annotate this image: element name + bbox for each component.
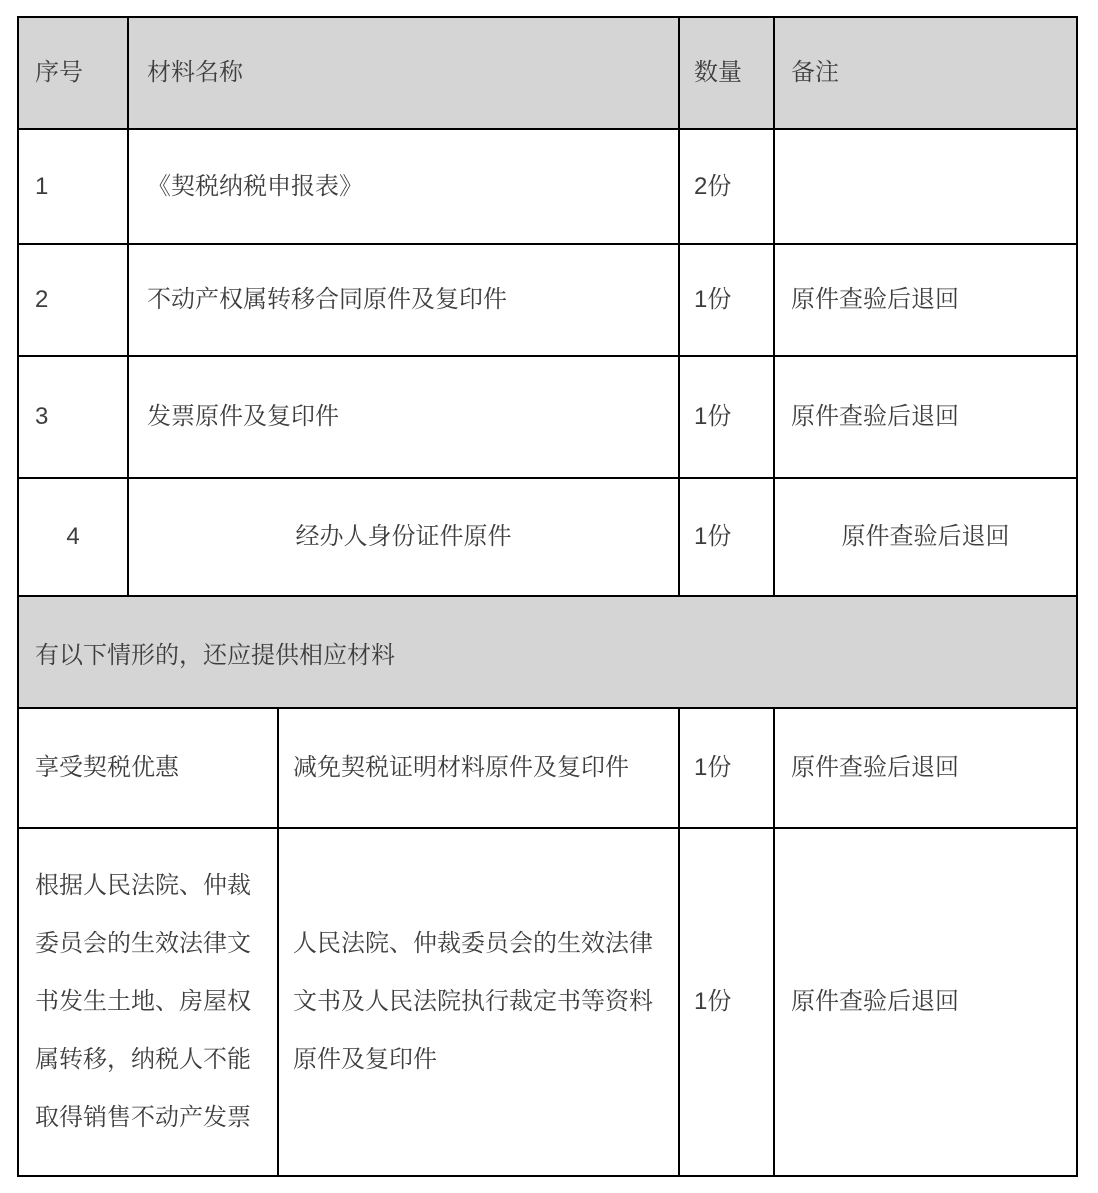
cond1-note: 原件查验后退回 <box>791 754 959 781</box>
conditional-row-2 <box>19 829 1076 1175</box>
row4-material: 经办人身份证件原件 <box>129 479 680 595</box>
row1-no: 1 <box>19 130 129 243</box>
cond1-condition: 享受契税优惠 <box>19 709 279 827</box>
table-header-row <box>19 18 1076 130</box>
row1-note <box>775 130 1076 243</box>
cond1-material: 减免契税证明材料原件及复印件 <box>279 709 680 827</box>
table-row-3 <box>19 357 1076 479</box>
row3-no: 3 <box>19 357 129 477</box>
header-col-material: 材料名称 <box>129 18 680 128</box>
row2-note: 原件查验后退回 <box>791 286 959 313</box>
row4-note: 原件查验后退回 <box>841 523 1010 550</box>
cond2-note: 原件查验后退回 <box>791 988 959 1015</box>
cond2-material: 人民法院、仲裁委员会的生效法律文书及人民法院执行裁定书等资料原件及复印件 <box>279 829 680 1175</box>
conditional-row-1 <box>19 709 1076 829</box>
row3-note: 原件查验后退回 <box>791 403 959 430</box>
row1-qty: 2份 <box>680 130 775 243</box>
row3-qty: 1份 <box>680 357 775 477</box>
table-row-1 <box>19 130 1076 245</box>
row4-no: 4 <box>19 479 129 595</box>
header-col-no: 序号 <box>19 18 129 128</box>
table-row-4 <box>19 479 1076 597</box>
row4-qty: 1份 <box>680 479 775 595</box>
header-col-qty: 数量 <box>680 18 775 128</box>
conditional-section-banner: 有以下情形的，还应提供相应材料 <box>19 597 1076 709</box>
row2-qty: 1份 <box>680 245 775 355</box>
row1-material: 《契税纳税申报表》 <box>129 130 680 243</box>
cond2-condition: 根据人民法院、仲裁委员会的生效法律文书发生土地、房屋权属转移，纳税人不能取得销售不动产发票 <box>19 829 279 1175</box>
cond2-qty: 1份 <box>680 829 775 1175</box>
header-col-note: 备注 <box>775 18 1076 128</box>
row2-material: 不动产权属转移合同原件及复印件 <box>129 245 680 355</box>
cond1-qty: 1份 <box>680 709 775 827</box>
row2-no: 2 <box>19 245 129 355</box>
materials-table <box>17 16 1078 1177</box>
table-row-2 <box>19 245 1076 357</box>
row3-material: 发票原件及复印件 <box>129 357 680 477</box>
